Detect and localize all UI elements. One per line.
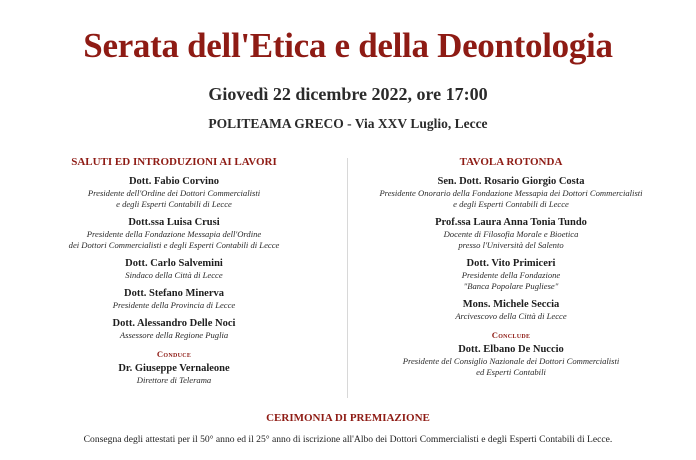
speaker-name: Dott. Fabio Corvino bbox=[128, 176, 220, 187]
panelist-role: Docente di Filosofia Morale e Bioetica bbox=[443, 229, 579, 239]
speaker-block bbox=[40, 216, 308, 251]
closing-speaker-block bbox=[366, 343, 656, 378]
panelist-role: e degli Esperti Contabili di Lecce bbox=[453, 199, 569, 209]
section-heading-saluti: SALUTI ED INTRODUZIONI AI LAVORI bbox=[71, 156, 277, 168]
speaker-role: dei Dottori Commercialisti e degli Esperti Contabili di Lecce bbox=[68, 240, 280, 250]
panelist-block bbox=[366, 257, 656, 292]
speaker-name: Dott.ssa Luisa Crusi bbox=[128, 217, 220, 228]
panelist-role: "Banca Popolare Pugliese" bbox=[463, 281, 559, 291]
speaker-name: Dott. Carlo Salvemini bbox=[125, 258, 223, 269]
speaker-block bbox=[40, 257, 308, 281]
speaker-block bbox=[40, 317, 308, 341]
speaker-block bbox=[40, 287, 308, 311]
conduce-label: Conduce bbox=[156, 349, 192, 359]
event-title: Serata dell'Etica e della Deontologia bbox=[83, 26, 613, 65]
closing-speaker-role: Presidente del Consiglio Nazionale dei Dottori Commercialisti bbox=[402, 356, 620, 366]
closing-speaker-name: Dott. Elbano De Nuccio bbox=[458, 344, 564, 355]
speaker-role: Assessore della Regione Puglia bbox=[119, 330, 229, 340]
speaker-name: Dott. Stefano Minerva bbox=[123, 288, 225, 299]
panelist-role: presso l'Università del Salento bbox=[458, 240, 564, 250]
right-column bbox=[366, 155, 656, 384]
moderator-name: Dr. Giuseppe Vernaleone bbox=[118, 363, 230, 374]
left-column bbox=[40, 155, 308, 392]
panelist-role: Presidente Onorario della Fondazione Messapia dei Dottori Commercialisti bbox=[379, 188, 643, 198]
speaker-role: Presidente dell'Ordine dei Dottori Commercialisti bbox=[87, 188, 261, 198]
event-venue: POLITEAMA GRECO - Via XXV Luglio, Lecce bbox=[208, 116, 488, 131]
speaker-role: Presidente della Fondazione Messapia dell'Ordine bbox=[86, 229, 262, 239]
panelist-role: Presidente della Fondazione bbox=[461, 270, 561, 280]
speaker-name: Dott. Alessandro Delle Noci bbox=[112, 318, 236, 329]
moderator-block bbox=[40, 362, 308, 386]
closing-speaker-role: ed Esperti Contabili bbox=[476, 367, 546, 377]
moderator-role: Direttore di Telerama bbox=[136, 375, 212, 385]
panelist-block bbox=[366, 175, 656, 210]
section-heading-tavola-rotonda: TAVOLA ROTONDA bbox=[459, 156, 563, 168]
speaker-role: Presidente della Provincia di Lecce bbox=[112, 300, 236, 310]
panelist-name: Sen. Dott. Rosario Giorgio Costa bbox=[437, 176, 585, 187]
conclude-label: Conclude bbox=[491, 330, 531, 340]
panelist-role: Arcivescovo della Città di Lecce bbox=[455, 311, 567, 321]
event-date: Giovedì 22 dicembre 2022, ore 17:00 bbox=[208, 84, 488, 104]
panelist-block bbox=[366, 298, 656, 322]
speaker-block bbox=[40, 175, 308, 210]
panelist-name: Dott. Vito Primiceri bbox=[466, 258, 556, 269]
ceremony-heading: CERIMONIA DI PREMIAZIONE bbox=[266, 412, 430, 424]
column-divider bbox=[347, 158, 348, 398]
panelist-name: Mons. Michele Seccia bbox=[462, 299, 560, 310]
panelist-name: Prof.ssa Laura Anna Tonia Tundo bbox=[435, 217, 587, 228]
ceremony-description: Consegna degli attestati per il 50° anno ed il 25° anno di iscrizione all'Albo dei Dottori Commercialisti e degli Esperti Contabili di Lecce. bbox=[83, 434, 613, 445]
speaker-role: Sindaco della Città di Lecce bbox=[125, 270, 223, 280]
panelist-block bbox=[366, 216, 656, 251]
speaker-role: e degli Esperti Contabili di Lecce bbox=[116, 199, 232, 209]
